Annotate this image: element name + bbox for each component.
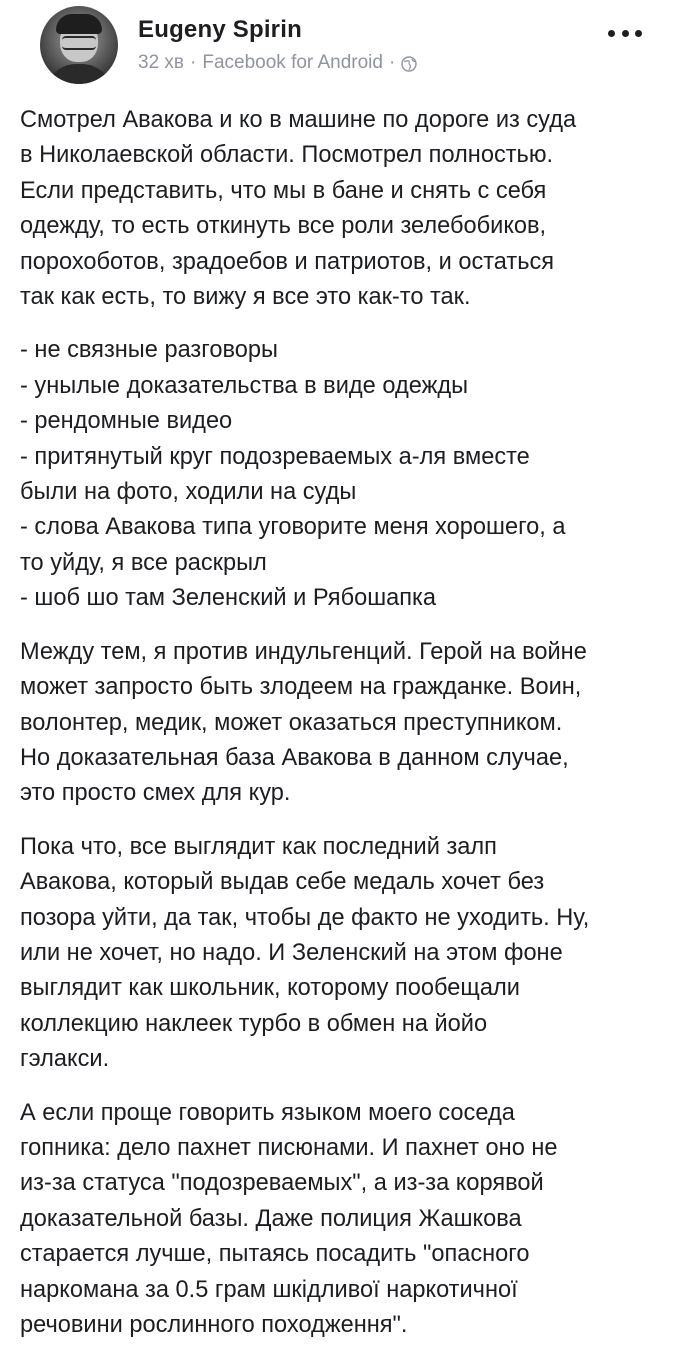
avatar-body-shape xyxy=(46,64,112,84)
list-item: - рендомные видео xyxy=(20,408,233,435)
avatar-glasses-shape xyxy=(62,36,96,50)
avatar-cap-shape xyxy=(56,14,102,34)
meta-separator: · xyxy=(190,52,197,73)
author-name[interactable]: Eugeny Spirin xyxy=(138,16,302,43)
list-item: - унылые доказательства в виде одежды xyxy=(20,372,469,399)
post-header xyxy=(22,0,652,92)
globe-icon[interactable] xyxy=(401,56,417,72)
post-paragraph-3: Пока что, все выглядит как последний залп Авакова, который выдав себе медаль хочет без позора уйти, да так, чтобы де факто не уходить. Ну, или не хочет, но надо. И Зеленский на этом фоне выглядит как школьник, которому пообещали коллекцию наклеек турбо в обмен на йойо гэлакси. xyxy=(20,833,590,1073)
post-paragraph-1: Смотрел Авакова и ко в машине по дороге из суда в Николаевской области. Посмотрел полностью. Если представить, что мы в бане и снять с себя одежду, то есть откинуть все роли зелебобиков, порохоботов, зрадоебов и патриотов, и остаться так как есть, то вижу я все это как-то так. xyxy=(20,107,577,311)
more-options-icon[interactable] xyxy=(608,26,642,40)
post-paragraph-2: Между тем, я против индульгенций. Герой на войне может запросто быть злодеем на гражданке. Воин, волонтер, медик, может оказаться преступником. Но доказательная база Авакова в данном случае, это просто смех для кур. xyxy=(20,638,587,807)
post-meta xyxy=(138,52,417,74)
post-time[interactable]: 32 хв xyxy=(138,52,185,73)
list-item: - не связные разговоры xyxy=(20,337,278,364)
post-text xyxy=(20,103,650,1361)
meta-separator: · xyxy=(388,52,396,73)
post-paragraph-4: А если проще говорить языком моего соседа гопника: дело пахнет писюнами. И пахнет оно не из-за статуса "подозреваемых", а из-за корявой доказательной базы. Даже полиция Жашкова старается лучше, пытаясь посадить "опасного наркомана за 0.5 грам шкідливої наркотичної речовини рослинного походження". xyxy=(20,1099,558,1338)
list-item: - слова Авакова типа уговорите меня хорошего, а то уйду, я все раскрыл xyxy=(20,514,566,576)
post-source: Facebook for Android xyxy=(202,52,383,73)
post-list xyxy=(20,333,650,616)
list-item: - шоб шо там Зеленский и Рябошапка xyxy=(20,585,437,612)
list-item: - притянутый круг подозреваемых а-ля вместе были на фото, ходили на суды xyxy=(20,443,530,506)
avatar[interactable] xyxy=(40,6,118,84)
